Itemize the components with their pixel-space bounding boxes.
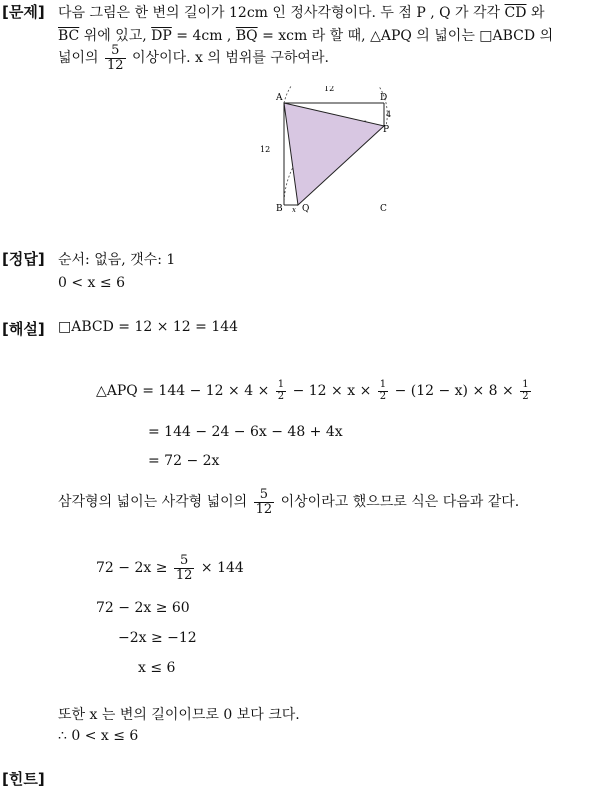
denominator: 2	[277, 390, 285, 402]
apq-equation	[96, 380, 533, 402]
problem-text: 다음 그림은 한 변의 길이가 12cm 인 정사각형이다. 두 점 P , Q 가 각각	[58, 5, 501, 21]
denominator: 12	[255, 501, 273, 517]
fraction	[105, 44, 126, 72]
inequality-term: 72 − 2x ≥	[96, 560, 168, 577]
fraction	[254, 488, 275, 516]
apq-term: = 144 − 12 × 4 ×	[142, 383, 270, 399]
inequality-3: −2x ≥ −12	[118, 630, 197, 646]
problem-line-2	[58, 25, 553, 45]
numerator: 5	[174, 554, 195, 569]
fraction-half	[378, 380, 388, 402]
triangle-apq	[284, 103, 384, 205]
solution-label: [해설]	[2, 320, 45, 338]
problem-text: = xcm 라 할 때, △APQ 의 넓이는 □ABCD 의	[262, 28, 554, 44]
answer-line-2: 0 < x ≤ 6	[58, 275, 125, 291]
length-dp-label: 4	[386, 110, 392, 119]
point-q-label: Q	[302, 204, 310, 214]
problem-line-3	[58, 44, 329, 72]
denominator: 2	[522, 390, 529, 402]
apq-equation-2: = 144 − 24 − 6x − 48 + 4x	[148, 424, 343, 440]
answer-label: [정답]	[2, 250, 45, 268]
denominator: 12	[107, 57, 124, 73]
hint-label: [힌트]	[2, 770, 45, 788]
fraction-half	[520, 380, 530, 402]
sentence-text: 삼각형의 넓이는 사각형 넓이의	[58, 494, 248, 511]
problem-text: 넓이의	[58, 50, 99, 67]
point-p-label: P	[383, 125, 390, 135]
inequality-term: × 144	[200, 560, 244, 577]
problem-text: 위에 있고,	[83, 28, 147, 44]
point-a-label: A	[276, 93, 283, 103]
apq-term: − 12 × x ×	[292, 383, 372, 399]
fraction	[174, 554, 195, 582]
numerator: 1	[277, 379, 285, 390]
numerator: 1	[522, 379, 529, 390]
point-d-label: D	[380, 93, 388, 103]
inequality-1	[96, 554, 244, 582]
apq-lhs: △APQ	[96, 383, 138, 399]
numerator: 1	[379, 379, 387, 390]
segment-bq: $\overline{BQ}$	[235, 28, 258, 44]
solution-sentence	[58, 488, 519, 516]
solution-conclusion: ∴ 0 < x ≤ 6	[58, 728, 139, 744]
segment-dp: $\overline{DP}$	[151, 28, 172, 44]
solution-line-1: □ABCD = 12 × 12 = 144	[58, 319, 239, 335]
problem-text: 이상이다. x 의 범위를 구하여라.	[132, 50, 329, 67]
segment-cd: $\overline{CD}$	[504, 5, 527, 21]
segment-bc: $\overline{BC}$	[58, 28, 80, 44]
length-bq-label: x	[292, 206, 296, 214]
answer-line-1: 순서: 없음, 갯수: 1	[58, 252, 176, 268]
point-b-label: B	[276, 204, 283, 214]
solution-note: 또한 x 는 변의 길이이므로 0 보다 크다.	[58, 707, 300, 723]
problem-text: = 4cm ,	[176, 28, 232, 44]
denominator: 12	[175, 567, 193, 583]
inequality-4: x ≤ 6	[138, 660, 176, 676]
problem-label: [문제]	[2, 3, 45, 21]
square-figure	[250, 86, 400, 216]
problem-line-1	[58, 2, 544, 22]
point-c-label: C	[380, 204, 387, 214]
apq-equation-3: = 72 − 2x	[148, 453, 220, 469]
numerator: 5	[105, 44, 126, 59]
sentence-text: 이상이라고 했으므로 식은 다음과 같다.	[280, 494, 520, 511]
inequality-2: 72 − 2x ≥ 60	[96, 600, 190, 616]
length-top-label: 12	[324, 86, 335, 93]
fraction-half	[276, 380, 286, 402]
numerator: 5	[254, 488, 275, 503]
apq-term: − (12 − x) × 8 ×	[394, 383, 514, 399]
denominator: 2	[379, 390, 387, 402]
problem-text: 와	[530, 5, 545, 21]
length-left-label: 12	[260, 145, 271, 154]
